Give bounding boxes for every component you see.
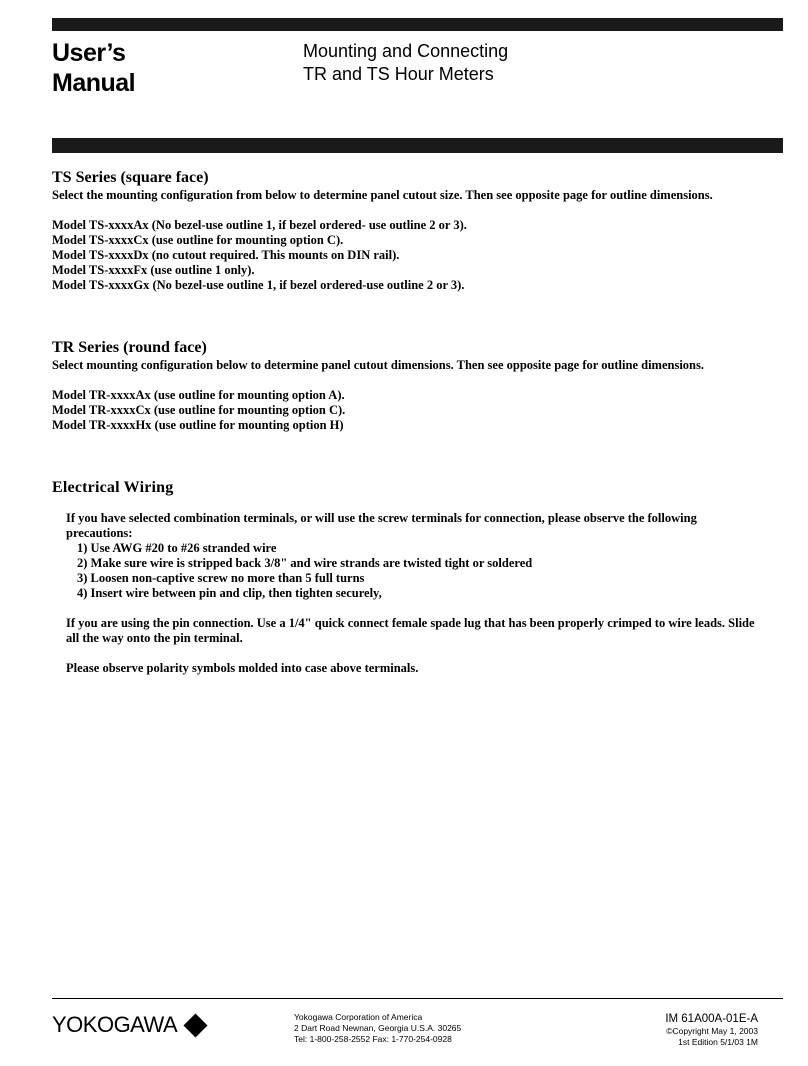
company-address: 2 Dart Road Newnan, Georgia U.S.A. 30265 — [294, 1023, 462, 1033]
ts-model-line: Model TS-xxxxAx (No bezel-use outline 1, if bezel ordered- use outline 2 or 3). — [52, 218, 467, 232]
edition-text: 1st Edition 5/1/03 1M — [678, 1037, 758, 1047]
wiring-step: 1) Use AWG #20 to #26 stranded wire — [77, 541, 277, 555]
wiring-step: 2) Make sure wire is stripped back 3/8" and wire strands are twisted tight or soldered — [77, 556, 533, 570]
tr-series-intro: Select mounting configuration below to determine panel cutout dimensions. Then see opposite page for outline dimensions. — [52, 358, 704, 372]
ts-model-line: Model TS-xxxxCx (use outline for mounting option C). — [52, 233, 344, 247]
wiring-heading: Electrical Wiring — [52, 479, 174, 496]
ts-series-heading: TS Series (square face) — [52, 169, 209, 186]
ts-model-line: Model TS-xxxxDx (no cutout required. This mounts on DIN rail). — [52, 248, 400, 262]
manual-title — [52, 38, 135, 98]
brand-name: YOKOGAWA — [52, 1012, 178, 1037]
top-rule-bar — [52, 18, 783, 31]
section-rule-bar — [52, 138, 783, 153]
tr-model-line: Model TR-xxxxAx (use outline for mounting option A). — [52, 388, 345, 402]
polarity-note: Please observe polarity symbols molded into case above terminals. — [66, 661, 419, 675]
wiring-intro: If you have selected combination terminals, or will use the screw terminals for connection, please observe the following precautions: — [66, 511, 697, 540]
manual-title-line1: User’s — [52, 39, 126, 67]
wiring-heading-block — [52, 478, 772, 498]
ts-series-intro: Select the mounting configuration from below to determine panel cutout size. Then see opposite page for outline dimensions. — [52, 188, 713, 202]
document-id: IM 61A00A-01E-A — [665, 1013, 758, 1025]
company-phone: Tel: 1-800-258-2552 Fax: 1-770-254-0928 — [294, 1034, 452, 1044]
tr-series-heading: TR Series (round face) — [52, 339, 207, 356]
wiring-step: 3) Loosen non-captive screw no more than 5 full turns — [77, 571, 365, 585]
company-name: Yokogawa Corporation of America — [294, 1012, 423, 1022]
pin-connection-note: If you are using the pin connection. Use a 1/4" quick connect female spade lug that has been properly crimped to wire leads. Slide all the way onto the pin terminal. — [66, 616, 755, 645]
footer-address-block — [294, 1012, 461, 1045]
tr-model-line: Model TR-xxxxCx (use outline for mounting option C). — [52, 403, 346, 417]
manual-title-line2: Manual — [52, 69, 136, 97]
footer-doc-info — [665, 1012, 758, 1048]
wiring-step: 4) Insert wire between pin and clip, then tighten securely, — [77, 586, 382, 600]
ts-model-line: Model TS-xxxxFx (use outline 1 only). — [52, 263, 255, 277]
diamond-logo-icon — [184, 1013, 208, 1037]
tr-model-line: Model TR-xxxxHx (use outline for mounting option H) — [52, 418, 344, 432]
document-title — [303, 40, 508, 86]
wiring-body — [66, 511, 766, 676]
copyright-text: ©Copyright May 1, 2003 — [666, 1026, 758, 1036]
ts-series-section — [52, 168, 772, 293]
ts-model-line: Model TS-xxxxGx (No bezel-use outline 1, if bezel ordered-use outline 2 or 3). — [52, 278, 465, 292]
document-title-line1: Mounting and Connecting — [303, 41, 509, 61]
document-title-line2: TR and TS Hour Meters — [303, 64, 494, 84]
tr-series-section — [52, 338, 772, 433]
footer-rule — [52, 998, 783, 999]
yokogawa-logo — [52, 1012, 204, 1038]
